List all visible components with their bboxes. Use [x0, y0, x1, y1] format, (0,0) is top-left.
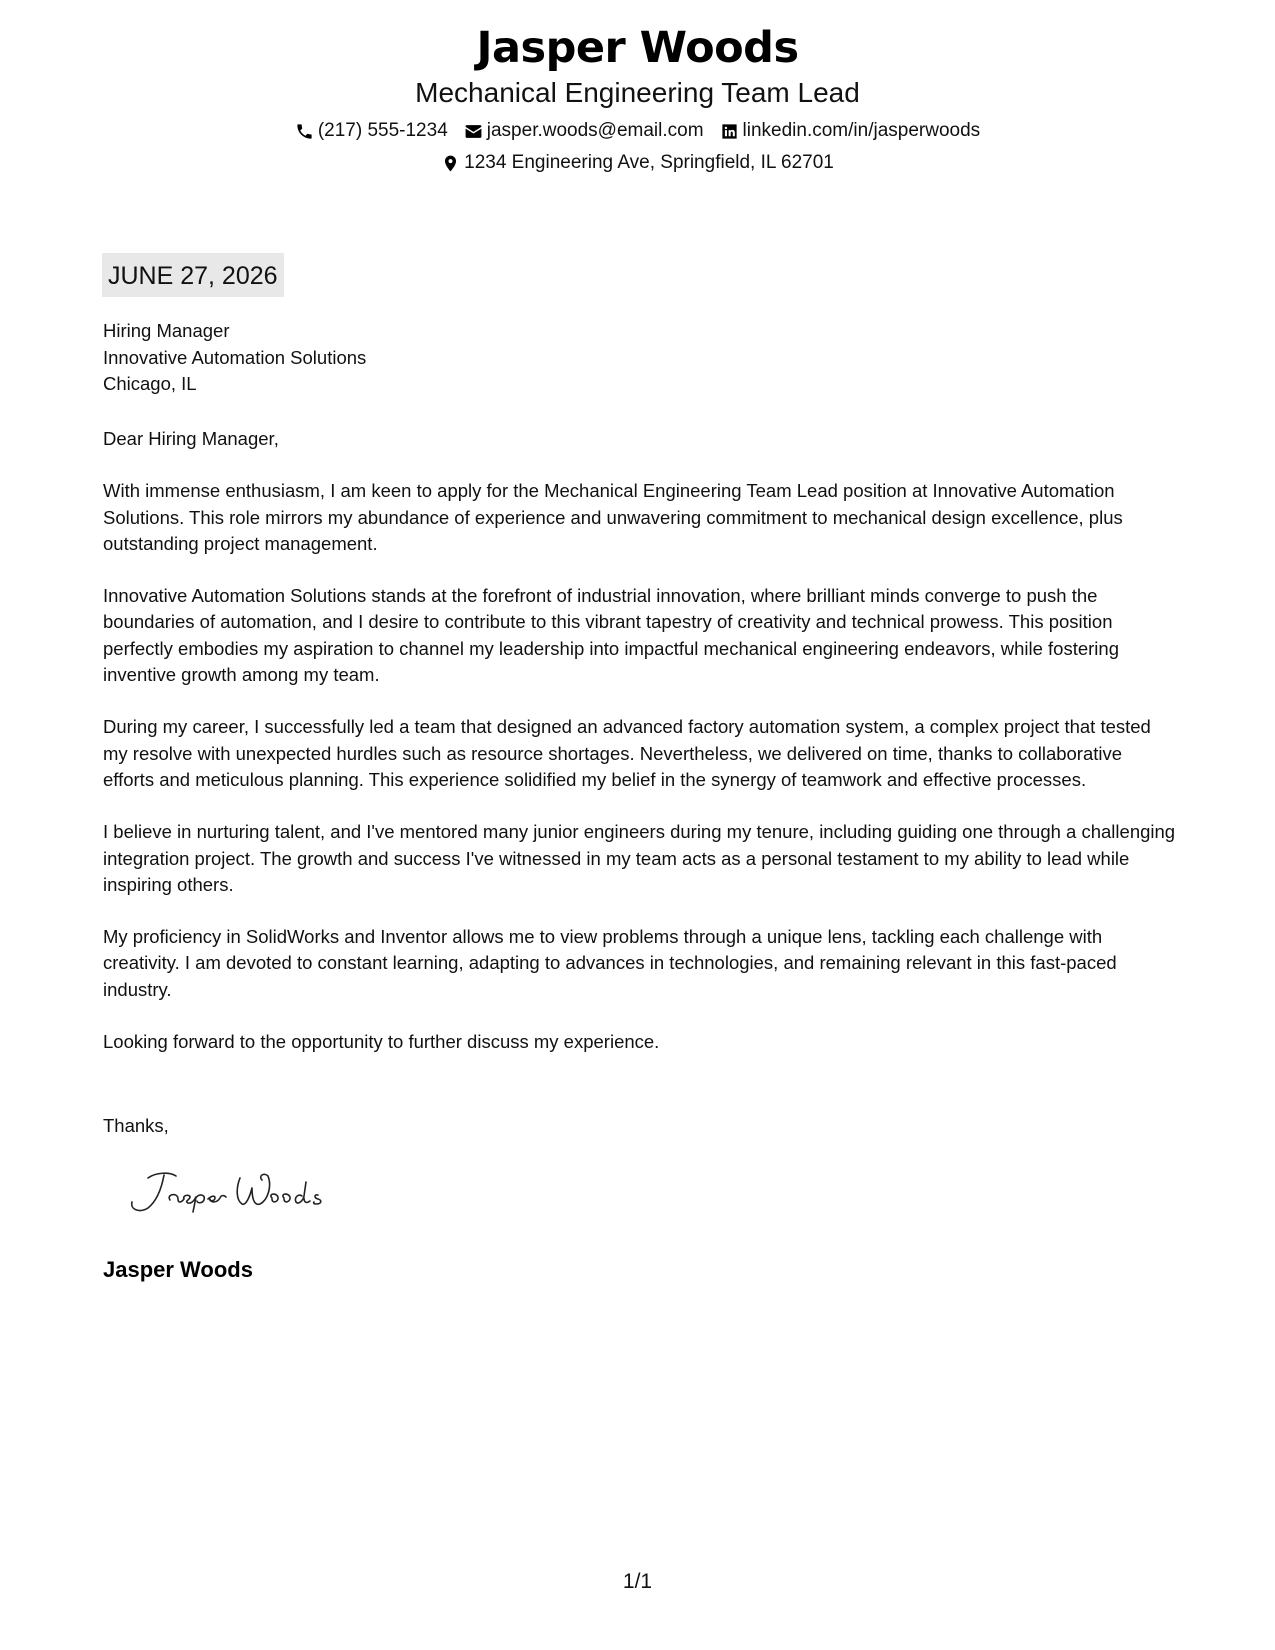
address-row [0, 150, 1275, 176]
recipient-line: Hiring Manager [103, 320, 230, 341]
letter-header [0, 22, 1275, 176]
contact-address [441, 150, 834, 176]
contact-email [464, 118, 704, 144]
page-number: 1/1 [622, 1570, 653, 1593]
sender-title: Mechanical Engineering Team Lead [415, 77, 860, 108]
letter-date: JUNE 27, 2026 [102, 253, 284, 297]
linkedin-icon [720, 122, 739, 141]
recipient-block [103, 318, 366, 398]
handwritten-signature [118, 1166, 348, 1216]
letter-body [103, 426, 1178, 1081]
contact-phone [295, 118, 448, 144]
salutation: Dear Hiring Manager, [103, 428, 279, 449]
address-text: 1234 Engineering Ave, Springfield, IL 62701 [464, 152, 834, 173]
body-paragraph: During my career, I successfully led a team that designed an advanced factory automation system, a complex project that tested my resolve with unexpected hurdles such as resource shortages. Nevertheless, we delivered on time, thanks to collaborative efforts and meticulous planning. This experience solidified my belief in the synergy of teamwork and effective processes. [103, 716, 1151, 790]
closing: Thanks, [103, 1115, 169, 1136]
contact-linkedin [720, 118, 981, 144]
body-paragraph: My proficiency in SolidWorks and Inventor allows me to view problems through a unique lens, tackling each challenge with creativity. I am devoted to constant learning, adapting to advances in technologies, and remaining relevant in this fast-paced industry. [103, 926, 1117, 1000]
body-paragraph: Innovative Automation Solutions stands at the forefront of industrial innovation, where brilliant minds converge to push the boundaries of automation, and I desire to contribute to this vibrant tapestry of creativity and technical prowess. This position perfectly embodies my aspiration to channel my leadership into impactful mechanical engineering endeavors, while fostering inventive growth among my team. [103, 585, 1119, 686]
phone-text: (217) 555-1234 [317, 120, 448, 141]
sender-name: Jasper Woods [476, 23, 799, 73]
body-paragraph: Looking forward to the opportunity to further discuss my experience. [103, 1031, 660, 1053]
body-paragraph: With immense enthusiasm, I am keen to apply for the Mechanical Engineering Team Lead position at Innovative Automation Solutions. This role mirrors my abundance of experience and unwavering commitment to mechanical design excellence, plus outstanding project management. [103, 480, 1123, 554]
email-link[interactable]: jasper.woods@email.com [486, 120, 704, 141]
recipient-line: Chicago, IL [103, 373, 197, 394]
recipient-line: Innovative Automation Solutions [103, 346, 367, 368]
map-pin-icon [441, 154, 460, 173]
envelope-icon [464, 122, 483, 141]
linkedin-link[interactable]: linkedin.com/in/jasperwoods [742, 120, 981, 141]
contact-row [0, 118, 1275, 144]
phone-icon [295, 122, 314, 141]
signed-name: Jasper Woods [103, 1257, 253, 1282]
body-paragraph: I believe in nurturing talent, and I've mentored many junior engineers during my tenure, including guiding one through a challenging integration project. The growth and success I've witnessed in my team acts as a personal testament to my ability to lead while inspiring others. [103, 821, 1176, 895]
